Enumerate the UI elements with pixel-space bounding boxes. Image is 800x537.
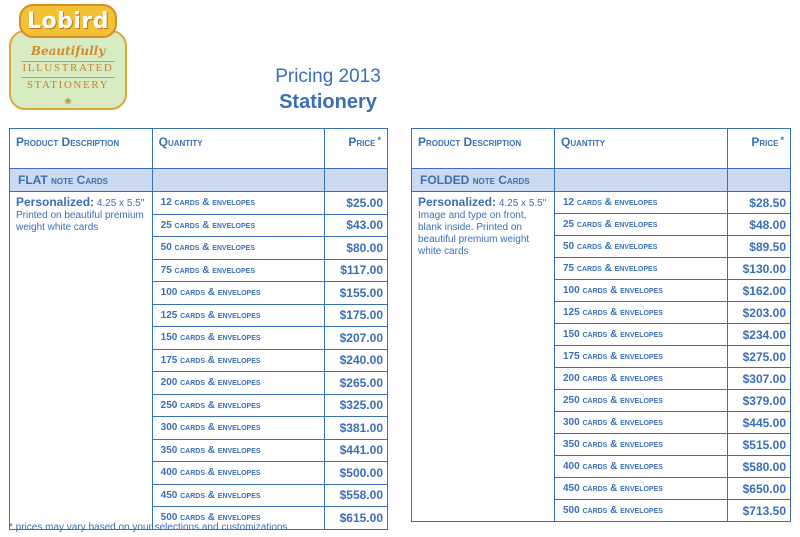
price-cell: $265.00 [325,372,388,395]
price-cell: $175.00 [325,304,388,327]
logo-tagline-stationery: STATIONERY [26,79,110,91]
quantity-cell: 12 cards & envelopes [555,192,728,214]
header-product-description: Product Description [10,129,153,169]
header-quantity: Quantity [152,129,324,169]
quantity-cell: 350 cards & envelopes [152,439,324,462]
quantity-cell: 75 cards & envelopes [152,259,324,282]
quantity-cell: 75 cards & envelopes [555,258,728,280]
price-cell: $558.00 [325,484,388,507]
price-cell: $445.00 [728,412,791,434]
footnote: * prices may vary based on your selections and customizations. [9,522,291,533]
desc-size: 4.25 x 5.5" [96,198,145,209]
header-price-label: Price [751,135,779,149]
quantity-cell: 12 cards & envelopes [152,192,324,215]
quantity-cell: 125 cards & envelopes [555,302,728,324]
quantity-cell: 300 cards & envelopes [152,417,324,440]
quantity-cell: 400 cards & envelopes [152,462,324,485]
price-cell: $89.50 [728,236,791,258]
price-cell: $43.00 [325,214,388,237]
quantity-cell: 300 cards & envelopes [555,412,728,434]
flower-ornament-icon: ❀ [64,96,72,106]
desc-title: Personalized: [418,195,497,209]
price-cell: $240.00 [325,349,388,372]
quantity-cell: 50 cards & envelopes [152,237,324,260]
logo-brand: Lobird [26,8,110,34]
header-price [728,129,791,169]
price-cell: $155.00 [325,282,388,305]
section-strong: FLAT [18,173,48,187]
logo-tagline-beautifully: Beautifully [30,44,106,58]
desc-title: Personalized: [16,195,95,209]
price-cell: $381.00 [325,417,388,440]
header-price-mark: * [377,135,381,145]
quantity-cell: 350 cards & envelopes [555,434,728,456]
table-header-row [412,129,791,169]
quantity-cell: 400 cards & envelopes [555,456,728,478]
quantity-cell: 500 cards & envelopes [152,507,324,530]
desc-size: 4.25 x 5.5" [498,198,547,209]
section-spacer [555,169,728,192]
quantity-cell: 175 cards & envelopes [152,349,324,372]
section-rest: note Cards [472,173,530,187]
logo-tagline-illustrated: ILLUSTRATED [22,62,114,74]
price-cell: $325.00 [325,394,388,417]
header-quantity: Quantity [555,129,728,169]
lobird-logo [9,4,127,110]
price-cell: $580.00 [728,456,791,478]
product-description [412,192,555,522]
quantity-cell: 50 cards & envelopes [555,236,728,258]
logo-badge [19,4,117,38]
price-cell: $500.00 [325,462,388,485]
header-price-label: Price [348,135,376,149]
quantity-cell: 25 cards & envelopes [152,214,324,237]
quantity-cell: 250 cards & envelopes [555,390,728,412]
price-cell: $80.00 [325,237,388,260]
price-cell: $48.00 [728,214,791,236]
section-row-folded [412,169,791,192]
quantity-cell: 250 cards & envelopes [152,394,324,417]
section-label-folded [412,169,555,192]
section-spacer [152,169,324,192]
table-row [10,192,388,215]
price-cell: $515.00 [728,434,791,456]
quantity-cell: 125 cards & envelopes [152,304,324,327]
quantity-cell: 450 cards & envelopes [152,484,324,507]
price-cell: $275.00 [728,346,791,368]
pricing-year: Pricing 2013 [275,66,381,87]
page-title: Stationery [279,91,377,113]
section-label-flat [10,169,153,192]
quantity-cell: 25 cards & envelopes [555,214,728,236]
price-cell: $379.00 [728,390,791,412]
logo-rule-middle [21,77,115,78]
price-cell: $207.00 [325,327,388,350]
price-cell: $162.00 [728,280,791,302]
quantity-cell: 175 cards & envelopes [555,346,728,368]
header-price [325,129,388,169]
header-price-mark: * [780,135,784,145]
price-cell: $307.00 [728,368,791,390]
table-header-row [10,129,388,169]
price-cell: $28.50 [728,192,791,214]
section-spacer [325,169,388,192]
price-cell: $615.00 [325,507,388,530]
section-strong: FOLDED [420,173,470,187]
product-description [10,192,153,530]
price-cell: $25.00 [325,192,388,215]
quantity-cell: 100 cards & envelopes [555,280,728,302]
price-cell: $650.00 [728,478,791,500]
quantity-cell: 500 cards & envelopes [555,500,728,522]
price-cell: $130.00 [728,258,791,280]
section-spacer [728,169,791,192]
folded-cards-price-table [411,128,791,522]
desc-text: Printed on beautiful premium weight white cards [16,210,144,233]
flat-cards-price-table [9,128,388,530]
header-product-description: Product Description [412,129,555,169]
quantity-cell: 450 cards & envelopes [555,478,728,500]
quantity-cell: 100 cards & envelopes [152,282,324,305]
quantity-cell: 200 cards & envelopes [555,368,728,390]
price-cell: $713.50 [728,500,791,522]
price-cell: $441.00 [325,439,388,462]
price-cell: $203.00 [728,302,791,324]
price-cell: $234.00 [728,324,791,346]
price-cell: $117.00 [325,259,388,282]
quantity-cell: 200 cards & envelopes [152,372,324,395]
quantity-cell: 150 cards & envelopes [152,327,324,350]
section-rest: note Cards [51,173,108,187]
desc-text: Image and type on front, blank inside. Printed on beautiful premium weight white cards [418,210,530,257]
table-row [412,192,791,214]
quantity-cell: 150 cards & envelopes [555,324,728,346]
section-row-flat [10,169,388,192]
